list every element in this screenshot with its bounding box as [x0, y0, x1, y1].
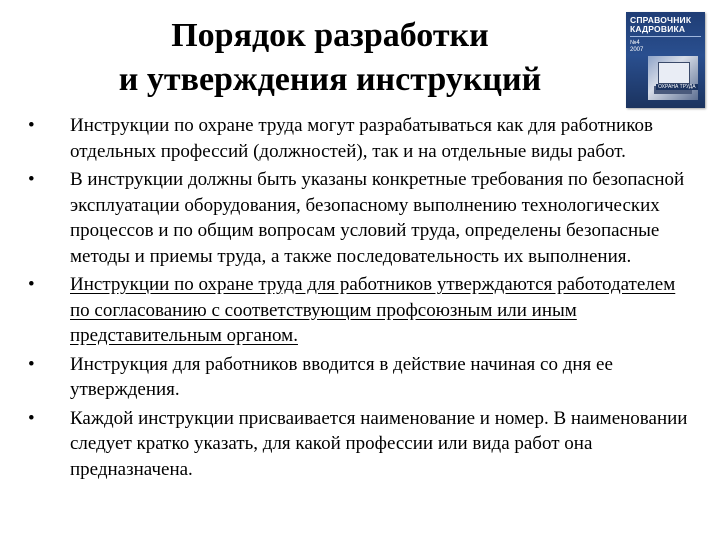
slide-title-line-1: Порядок разработки — [171, 17, 489, 54]
bullet-text: Инструкции по охране труда для работников утверждаются работодателем по согласованию с соответствующим профсоюзным или иным представительным органом. — [70, 274, 676, 346]
bullet-icon: • — [28, 115, 35, 136]
bullet-icon: • — [28, 274, 35, 295]
magazine-cover-issue — [630, 40, 643, 54]
bullet-text: В инструкции должны быть указаны конкретные требования по безопасной эксплуатации оборудования, безопасному выполнению технологических процессов и по общим вопросам условий труда, определены безопасные методы и приемы труда, а также последовательность их выполнения. — [70, 169, 685, 267]
bullet-text: Инструкции по охране труда могут разрабатываться как для работников отдельных профессий (должностей), так и на отдельные виды работ. — [70, 115, 653, 162]
bullet-icon: • — [28, 353, 35, 375]
bullet-text: Инструкция для работников вводится в действие начиная со дня ее утверждения. — [70, 353, 613, 400]
magazine-cover-title — [630, 16, 701, 34]
bullet-item-5 — [28, 406, 698, 483]
magazine-cover-label: ОХРАНА ТРУДА — [658, 84, 696, 90]
bullet-icon: • — [28, 407, 35, 429]
magazine-cover-picture — [648, 56, 698, 100]
bullet-list — [28, 113, 698, 485]
computer-screen-icon — [658, 62, 690, 84]
magazine-cover-issue-year: 2007 — [630, 47, 644, 53]
magazine-cover-issue-number: №4 — [630, 40, 640, 46]
slide-title — [60, 14, 600, 102]
bullet-item-4 — [28, 352, 698, 403]
bullet-item-2 — [28, 167, 698, 269]
bullet-text: Каждой инструкции присваивается наименование и номер. В наименовании следует кратко указать, для какой профессии или вида работ она предназначена. — [70, 407, 688, 480]
magazine-cover-rule — [630, 36, 701, 37]
slide-title-line-2: и утверждения инструкций — [118, 61, 542, 98]
bullet-icon: • — [28, 169, 35, 190]
bullet-item-3 — [28, 272, 698, 349]
magazine-cover-title-line-2: КАДРОВИКА — [630, 24, 686, 34]
magazine-cover-title-line-1: СПРАВОЧНИК — [630, 15, 692, 25]
bullet-item-1 — [28, 113, 698, 164]
magazine-cover-image — [626, 12, 705, 108]
